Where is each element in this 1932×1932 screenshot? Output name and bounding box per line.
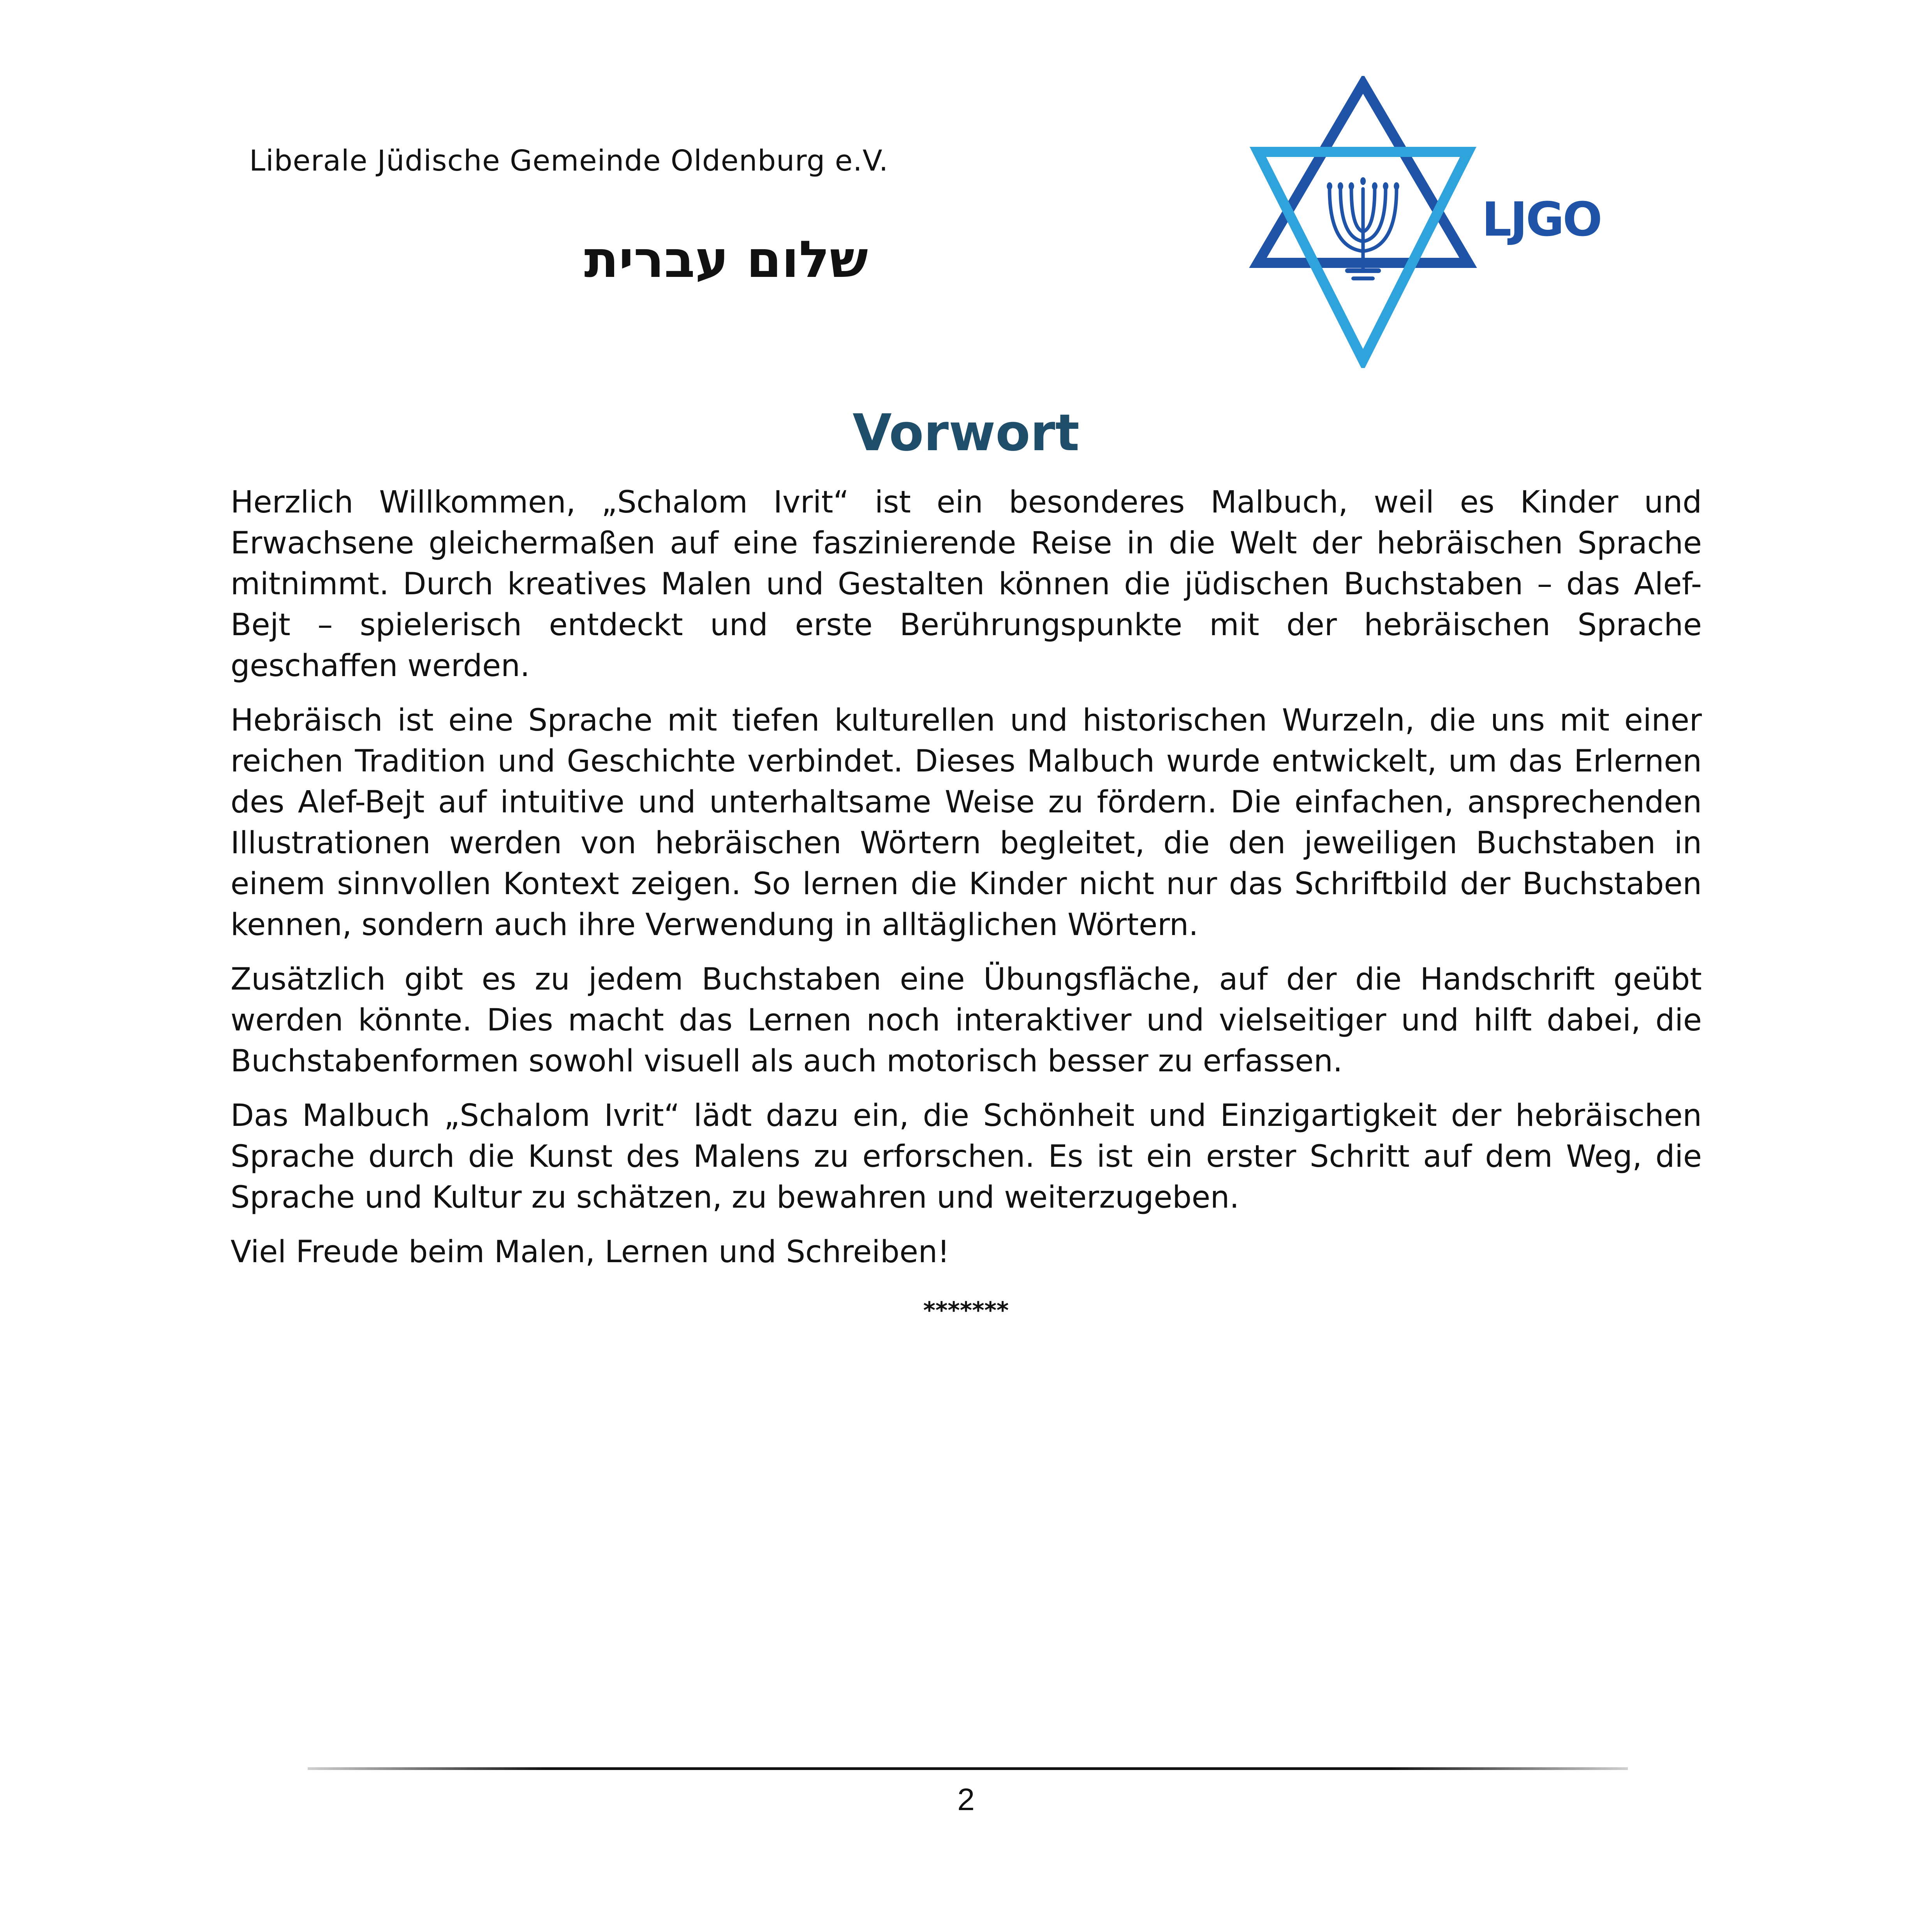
paragraph: Das Malbuch „Schalom Ivrit“ lädt dazu ein, die Schönheit und Einzigartigkeit der hebräischen Sprache durch die Kunst des Malens zu erforschen. Es ist ein erster Schritt auf dem Weg, die Sprache und Kultur zu schätzen, zu bewahren und weiterzugeben.: [231, 1098, 1702, 1215]
page-number: 2: [957, 1782, 975, 1817]
hebrew-title: שלום עברית: [584, 230, 868, 289]
ljgo-logo: [1238, 76, 1636, 368]
footer-divider: [308, 1767, 1628, 1770]
separator: *******: [923, 1297, 1009, 1324]
organization-name: Liberale Jüdische Gemeinde Oldenburg e.V.: [249, 144, 889, 178]
paragraph: Viel Freude beim Malen, Lernen und Schreiben!: [231, 1235, 950, 1270]
paragraph: Zusätzlich gibt es zu jedem Buchstaben eine Übungsfläche, auf der die Handschrift geübt werden könnte. Dies macht das Lernen noch interaktiver und vielseitiger und hilft dabei, die Buchstabenformen sowohl visuell als auch motorisch besser zu erfassen.: [231, 962, 1702, 1079]
page-heading: Vorwort: [852, 403, 1080, 462]
body-text: [231, 482, 1702, 1286]
logo-text: LJGO: [1482, 193, 1601, 247]
paragraph: Herzlich Willkommen, „Schalom Ivrit“ ist ein besonderes Malbuch, weil es Kinder und Erwachsene gleichermaßen auf eine faszinierende Reise in die Welt der hebräischen Sprache mitnimmt. Durch kreatives Malen und Gestalten können die jüdischen Buchstaben – das Alef-Bejt – spielerisch entdeckt und erste Berührungspunkte mit der hebräischen Sprache geschaffen werden.: [231, 485, 1702, 683]
paragraph: Hebräisch ist eine Sprache mit tiefen kulturellen und historischen Wurzeln, die uns mit einer reichen Tradition und Geschichte verbindet. Dieses Malbuch wurde entwickelt, um das Erlernen des Alef-Bejt auf intuitive und unterhaltsame Weise zu fördern. Die einfachen, ansprechenden Illustrationen werden von hebräischen Wörtern begleitet, die den jeweiligen Buchstaben in einem sinnvollen Kontext zeigen. So lernen die Kinder nicht nur das Schriftbild der Buchstaben kennen, sondern auch ihre Verwendung in alltäglichen Wörtern.: [231, 703, 1702, 942]
